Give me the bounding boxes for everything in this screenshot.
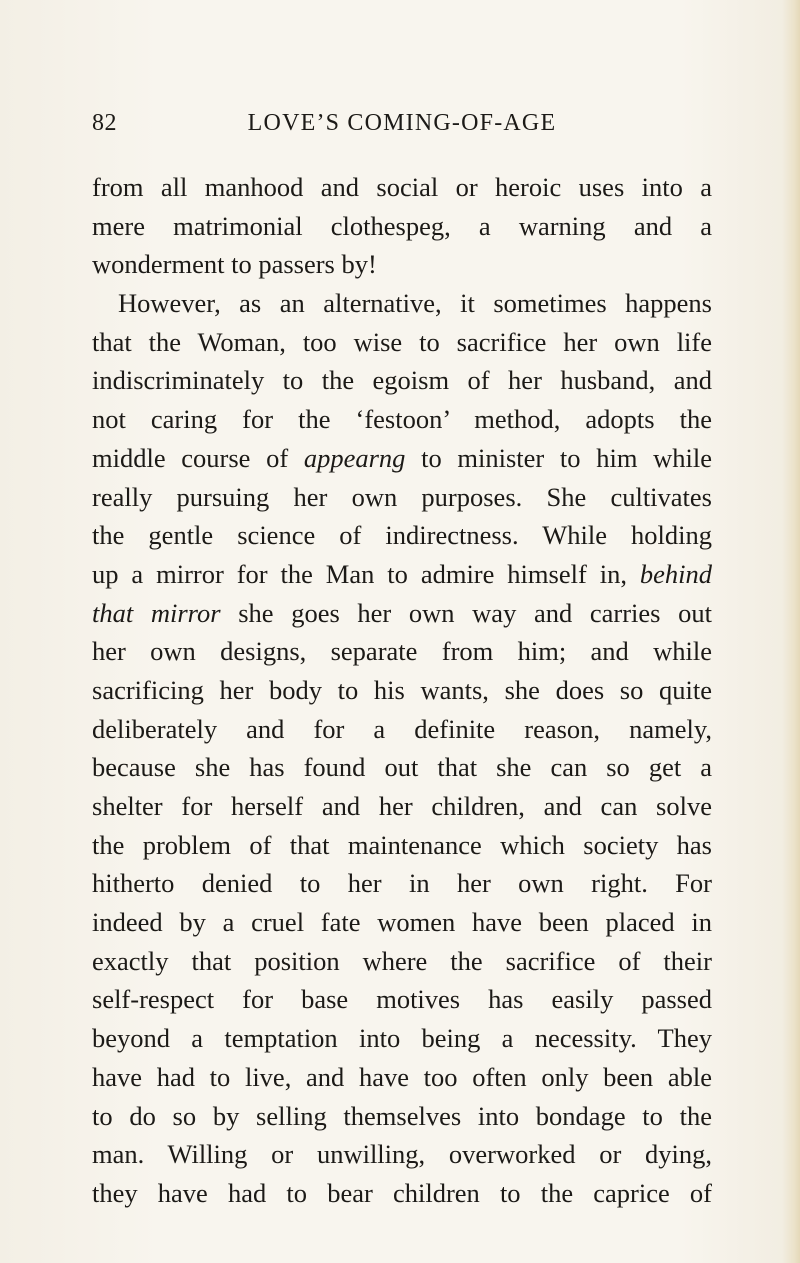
text-segment: deliberately and for a definite reason, namely, (92, 713, 712, 744)
text-line (92, 439, 712, 478)
text-segment: shelter for herself and her children, and can solve (92, 791, 712, 821)
text-segment: middle course of (92, 442, 304, 473)
emphasized-text: that mirror (92, 597, 221, 628)
text-line (92, 361, 712, 400)
text-segment: exactly that position where the sacrifice of their (92, 945, 712, 976)
text-line (92, 284, 712, 323)
text-line (92, 710, 712, 749)
text-segment: indiscriminately to the egoism of her husband, and (92, 365, 712, 396)
text-segment: up a mirror for the Man to admire himself in, (92, 558, 640, 589)
text-line (92, 594, 712, 633)
text-segment: the gentle science of indirectness. While holding (92, 520, 712, 551)
text-segment: wonderment to passers by! (92, 249, 377, 280)
text-line (92, 903, 712, 942)
text-line (92, 942, 712, 981)
text-line (92, 323, 712, 362)
text-line (92, 671, 712, 710)
emphasized-text: appearng (303, 442, 406, 473)
text-segment: mere matrimonial clothespeg, a warning and a (92, 210, 712, 241)
text-line (92, 980, 712, 1019)
body-text (92, 168, 712, 1213)
text-line (92, 478, 712, 517)
page-number: 82 (92, 110, 117, 136)
running-head-title: LOVE’S COMING-OF-AGE (247, 110, 557, 136)
text-segment: from all manhood and social or heroic uses into a (92, 172, 712, 202)
running-head (92, 110, 712, 137)
text-line (92, 1058, 712, 1097)
text-segment: hitherto denied to her in her own right. For (92, 868, 712, 899)
text-segment: the problem of that maintenance which society has (92, 829, 712, 860)
text-segment: she goes her own way and carries out (220, 597, 712, 628)
text-line (92, 245, 712, 284)
text-line (92, 787, 712, 826)
text-segment: have had to live, and have too often only been able (92, 1061, 712, 1092)
text-line (92, 1097, 712, 1136)
text-segment: not caring for the ‘festoon’ method, adopts the (92, 404, 712, 435)
text-segment: that the Woman, too wise to sacrifice her own life (92, 326, 712, 357)
text-segment: self-respect for base motives has easily passed (92, 984, 712, 1015)
text-line (92, 207, 712, 246)
page-header (92, 110, 712, 150)
page-edge (782, 0, 800, 1263)
text-line (92, 1135, 712, 1174)
text-segment: beyond a temptation into being a necessity. They (92, 1023, 712, 1054)
text-segment: man. Willing or unwilling, overworked or dying, (92, 1139, 712, 1170)
text-line (92, 168, 712, 207)
text-line (92, 555, 712, 594)
text-segment: really pursuing her own purposes. She cultivates (92, 481, 712, 512)
text-segment: they have had to bear children to the caprice of (92, 1177, 712, 1208)
text-segment: because she has found out that she can so get a (92, 752, 712, 783)
text-line (92, 1019, 712, 1058)
text-segment: her own designs, separate from him; and while (92, 636, 712, 667)
text-segment: to minister to him while (405, 442, 712, 473)
text-segment: to do so by selling themselves into bondage to the (92, 1100, 712, 1131)
text-line (92, 1174, 712, 1213)
emphasized-text: behind (639, 558, 712, 589)
text-segment: indeed by a cruel fate women have been placed in (92, 907, 712, 938)
text-line (92, 748, 712, 787)
text-line (92, 516, 712, 555)
text-line (92, 632, 712, 671)
text-segment: sacrificing her body to his wants, she does so quite (92, 674, 712, 705)
text-line (92, 826, 712, 865)
text-line (92, 400, 712, 439)
text-segment: However, as an alternative, it sometimes happens (118, 288, 712, 319)
text-line (92, 864, 712, 903)
